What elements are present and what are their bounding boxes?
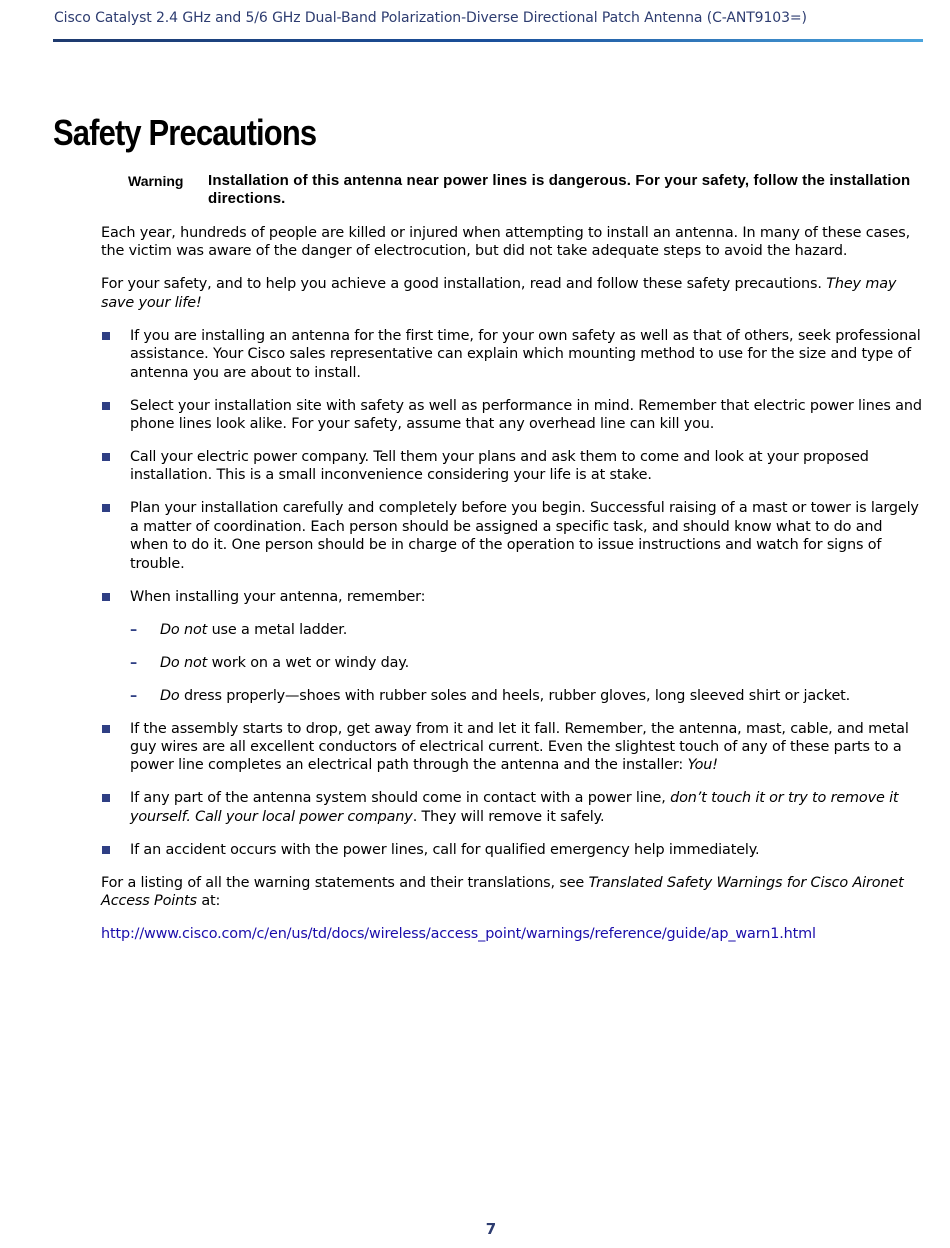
dash-bullet-icon: – <box>130 687 138 704</box>
square-bullet-icon <box>102 794 110 802</box>
page-title: Safety Precautions <box>53 112 317 153</box>
list-item-text: Call your electric power company. Tell them your plans and ask them to come and look at your proposed installation. This is a small inconvenience considering your life is at stake. <box>130 449 869 484</box>
warning-label: Warning <box>128 173 184 189</box>
sub-list-item-text: dress properly—shoes with rubber soles and heels, rubber gloves, long sleeved shirt or jacket. <box>179 687 851 704</box>
intro-paragraph-2 <box>101 275 923 312</box>
list-item <box>101 499 923 573</box>
body-content <box>101 224 923 958</box>
square-bullet-icon <box>102 402 110 410</box>
list-item-text: If any part of the antenna system should come in contact with a power line, <box>130 790 671 807</box>
installing-reminders-list <box>130 621 923 705</box>
list-item-emphasis: don’t touch it or try to remove it yourself. Call your local power company <box>130 790 899 825</box>
warning-text: Installation of this antenna near power lines is dangerous. For your safety, follow the installation directions. <box>208 172 911 207</box>
intro-paragraph-1: Each year, hundreds of people are killed or injured when attempting to install an antenna. In many of these cases, the victim was aware of the danger of electrocution, but did not take adequate steps to avoid the hazard. <box>101 225 911 260</box>
list-item <box>101 397 923 434</box>
dash-bullet-icon: – <box>130 621 138 638</box>
list-item-emphasis: You! <box>687 757 718 774</box>
closing-suffix: at: <box>196 893 221 910</box>
sub-list-item <box>130 687 923 705</box>
dash-bullet-icon: – <box>130 654 138 671</box>
sub-list-item <box>130 654 923 672</box>
square-bullet-icon <box>102 453 110 461</box>
list-item-text: Select your installation site with safety as well as performance in mind. Remember that electric power lines and phone lines look alike. For your safety, assume that any overhead line can kill you. <box>130 397 922 433</box>
square-bullet-icon <box>102 846 110 854</box>
intro-paragraph-2-text: For your safety, and to help you achieve a good installation, read and follow these safety precautions. <box>101 276 827 293</box>
list-item <box>101 720 923 775</box>
sub-list-item-emphasis: Do not <box>160 654 208 671</box>
header-rule <box>53 39 923 42</box>
square-bullet-icon <box>102 725 110 733</box>
square-bullet-icon <box>102 504 110 512</box>
list-item <box>101 789 923 826</box>
closing-paragraph <box>101 874 923 911</box>
square-bullet-icon <box>102 332 110 340</box>
sub-list-item-text: use a metal ladder. <box>207 621 348 638</box>
list-item <box>101 588 923 705</box>
list-item <box>101 448 923 485</box>
list-item-text: If you are installing an antenna for the first time, for your own safety as well as that of others, seek professional assistance. Your Cisco sales representative can explain which mounting method to use for the size and type of antenna you are about to install. <box>130 327 921 381</box>
square-bullet-icon <box>102 593 110 601</box>
list-item <box>101 841 923 859</box>
sub-list-item-text: work on a wet or windy day. <box>207 654 410 671</box>
intro-paragraph-2-emphasis: They may save your life! <box>101 276 897 311</box>
list-item-text: Plan your installation carefully and completely before you begin. Successful raising of a mast or tower is largely a matter of coordination. Each person should be assigned a specific task, and should know what to do and when to do it. One person should be in charge of the operation to issue instructions and watch for signs of trouble. <box>130 500 919 572</box>
link-paragraph <box>101 925 923 943</box>
list-item-text: If an accident occurs with the power lines, call for qualified emergency help immediately. <box>130 841 760 858</box>
sub-list-item <box>130 621 923 639</box>
sub-list-item-emphasis: Do <box>160 687 180 704</box>
sub-list-item-emphasis: Do not <box>160 621 208 638</box>
running-header: Cisco Catalyst 2.4 GHz and 5/6 GHz Dual-Band Polarization-Diverse Directional Patch Antenna (C-ANT9103=) <box>54 10 807 26</box>
list-item-text: . They will remove it safely. <box>412 808 605 825</box>
warnings-link[interactable]: http://www.cisco.com/c/en/us/td/docs/wireless/access_point/warnings/reference/guide/ap_warn1.html <box>101 926 816 943</box>
list-item-text: When installing your antenna, remember: <box>130 588 426 605</box>
page-number: 7 <box>485 1220 497 1238</box>
precautions-list <box>101 327 923 859</box>
list-item-text: If the assembly starts to drop, get away from it and let it fall. Remember, the antenna, mast, cable, and metal guy wires are all excellent conductors of electrical current. Even the slightest touch of any of these parts to a power line completes an electrical path through the antenna and the installer: <box>130 720 909 774</box>
list-item <box>101 327 923 382</box>
closing-doc-title: Translated Safety Warnings for Cisco Aironet Access Points <box>101 874 904 910</box>
closing-text: For a listing of all the warning statements and their translations, see <box>101 874 589 891</box>
